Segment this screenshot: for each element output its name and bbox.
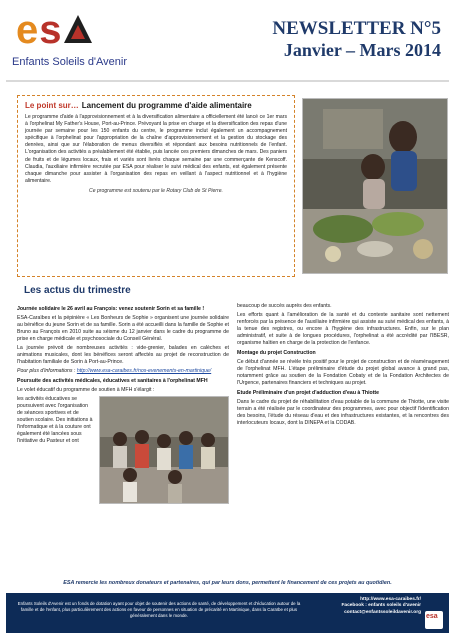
right-heading-2: Etude Préliminaire d'un projet d'adduction d'eau à Thiotte <box>237 390 380 396</box>
esa-logo <box>8 6 140 78</box>
more-info-link[interactable]: http://www.esa-caraibes.fr/nos-evenements-en-martinique/ <box>76 368 212 374</box>
newsletter-header <box>0 0 455 82</box>
footer-logo-text: esa <box>426 613 438 620</box>
footer-contacts <box>311 597 421 616</box>
logo-a-triangle-icon <box>63 13 93 45</box>
left-paragraph-2: La journée prévoit de nombreuses activités : vide-grenier, balades en calèches et animations musicales, dont les bénéfices seront affectés au projet de reconstruction de l'habitation familiale de Sorin à Port-au-Prince. <box>17 345 229 365</box>
thanks-line: ESA remercie les nombreux donateurs et partenaires, qui par leurs dons, permettent le financement de ces projets au quotidien. <box>63 580 392 586</box>
activities-block <box>17 396 229 506</box>
left-column <box>17 303 229 506</box>
left-heading-1: Journée solidaire le 26 avril au François: venez soutenir Sorin et sa famille ! <box>17 306 205 312</box>
footer-description: Enfants Soleils d'Avenir est un fonds de dotation ayant pour objet de soutenir des actions de santé, de développement et d'éducation autour de la famille et de l'enfant, plus particulièrement des actions en faveur de personnes en situation de précarité en Martinique, dans la Caraïbe et plus généralement dans le monde. <box>17 601 301 619</box>
left-paragraph-3-side: les activités éducatives se poursuivent avec l'organisation de séances sportives et de soutien scolaire. Des initiations à l'informatique et à la couture ont également été lancées sous l'initiative du Pasteur et ont <box>17 396 93 444</box>
footer <box>6 593 449 633</box>
left-paragraph-1: ESA-Caraïbes et la pépinière « Les Bonheurs de Sophie » organisent une journée solidaire au bénéfice du jeune Sorin et de sa famille. Sorin a été accueilli dans la famille de Sophie et Bruno au François en 2010 suite au séisme du 12 janvier dans le cadre du programme de prise en charge médicale et psychosociale du Conseil Général. <box>17 315 229 342</box>
right-paragraph-2: Les efforts quant à l'amélioration de la santé et du contexte sanitaire sont nettement renforcés par la présence de l'auxiliaire infirmière qui assiste au suivi médical des enfants, à la tenue des registres, ou encore à l'hygiène des infrastructures. Enfin, sur le plan administratif, et suite à de longues procédures, l'orphelinat a été accrédité par l'IBESR, organisme haïtien en charge de la protection de l'enfance. <box>237 312 449 346</box>
newsletter-date: Janvier – Mars 2014 <box>283 40 441 60</box>
feature-body: Le programme d'aide à l'approvisionnement et à la diversification alimentaire a officiellement été lancé ce 1er mars à l'orphelinat My Father's House, Port-au-Prince. Prévoyant la prise en charge et la diversification des repas d'une journée par semaine pour les 150 enfants du centre, le programme inclut également un accompagnement spécifique à l'orphelinat pour l'appropriation de la chaîne d'approvisionnement et la gestion du stockage des denrées, ainsi que sur l'élaboration de menus diversifiés et répondant aux besoins nutritionnels de l'enfant. L'organisation des activités a préalablement été établie, puis lancée ces premiers dimanches de mars. Des paniers de fruits et de légumes locaux, frais et variés sont livrés chaque semaine par une commerçante de Kenscoff. Claudia, l'auxiliaire infirmière recrutée par ESA pour réaliser le suivi médical des enfants, est également présente chaque dimanche pour assister à l'organisation des repas en veillant à l'aspect nutritionnel et à l'hygiène alimentaire. <box>25 114 287 184</box>
footer-website-link[interactable]: http://www.esa-caraibes.fr/ <box>360 597 421 602</box>
feature-title: Lancement du programme d'aide alimentaire <box>81 101 252 110</box>
logo-subtitle: Enfants Soleils d'Avenir <box>12 56 128 68</box>
more-info-label: Pour plus d'informations : <box>17 368 76 374</box>
feature-box <box>17 95 295 277</box>
logo-lettermark <box>16 8 93 53</box>
feature-lead: Le point sur… <box>25 101 79 110</box>
newsletter-title: NEWSLETTER N°5 <box>272 18 441 39</box>
logo-letter-e: e <box>16 8 40 52</box>
footer-esa-logo-icon <box>425 611 443 629</box>
left-paragraph-3-intro: Le volet éducatif du programme de soutien à MFH s'élargit : <box>17 387 155 393</box>
section-title: Les actus du trimestre <box>24 285 131 296</box>
feature-heading <box>25 101 287 110</box>
right-column <box>237 303 449 429</box>
activities-photo <box>99 396 229 504</box>
children-group-photo-icon <box>100 397 229 504</box>
left-heading-2: Poursuite des activités médicales, éducatives et sanitaires à l'orphelinat MFH <box>17 378 208 384</box>
header-divider <box>6 80 449 82</box>
left-more-info <box>17 368 229 375</box>
logo-letter-s: s <box>39 8 63 52</box>
right-heading-1: Montage du projet Construction <box>237 350 316 356</box>
children-meal-photo-icon <box>303 99 448 274</box>
footer-facebook[interactable]: Facebook : enfants soleils d'avenir <box>341 603 421 609</box>
right-paragraph-3: Ce début d'année se révèle très positif pour le projet de construction et de réaménagement de l'orphelinat MFH. L'étape préliminaire d'étude du projet global avance à grand pas, notamment grâce au soutien de la Fondation Cobaty et de la Fondation Architectes de l'Urgence, partenaires financiers et techniques au projet. <box>237 359 449 386</box>
feature-photo <box>302 98 448 274</box>
feature-note: Ce programme est soutenu par le Rotary Club de St Pierre. <box>89 187 223 194</box>
footer-email-link[interactable]: contact@enfantssoleildavenir.org <box>344 609 421 615</box>
right-paragraph-1: beaucoup de succès auprès des enfants. <box>237 303 332 309</box>
right-paragraph-4: Dans le cadre du projet de réhabilitation d'eau potable de la commune de Thiotte, une visite terrain a été réalisée par le coordinateur des programmes, avec pour objectif l'identification des besoins, l'étude du réseau d'eau et des infrastructures existantes, et la rencontres des interlocuteurs locaux, dont la DINEPA et la CODAB. <box>237 399 449 426</box>
